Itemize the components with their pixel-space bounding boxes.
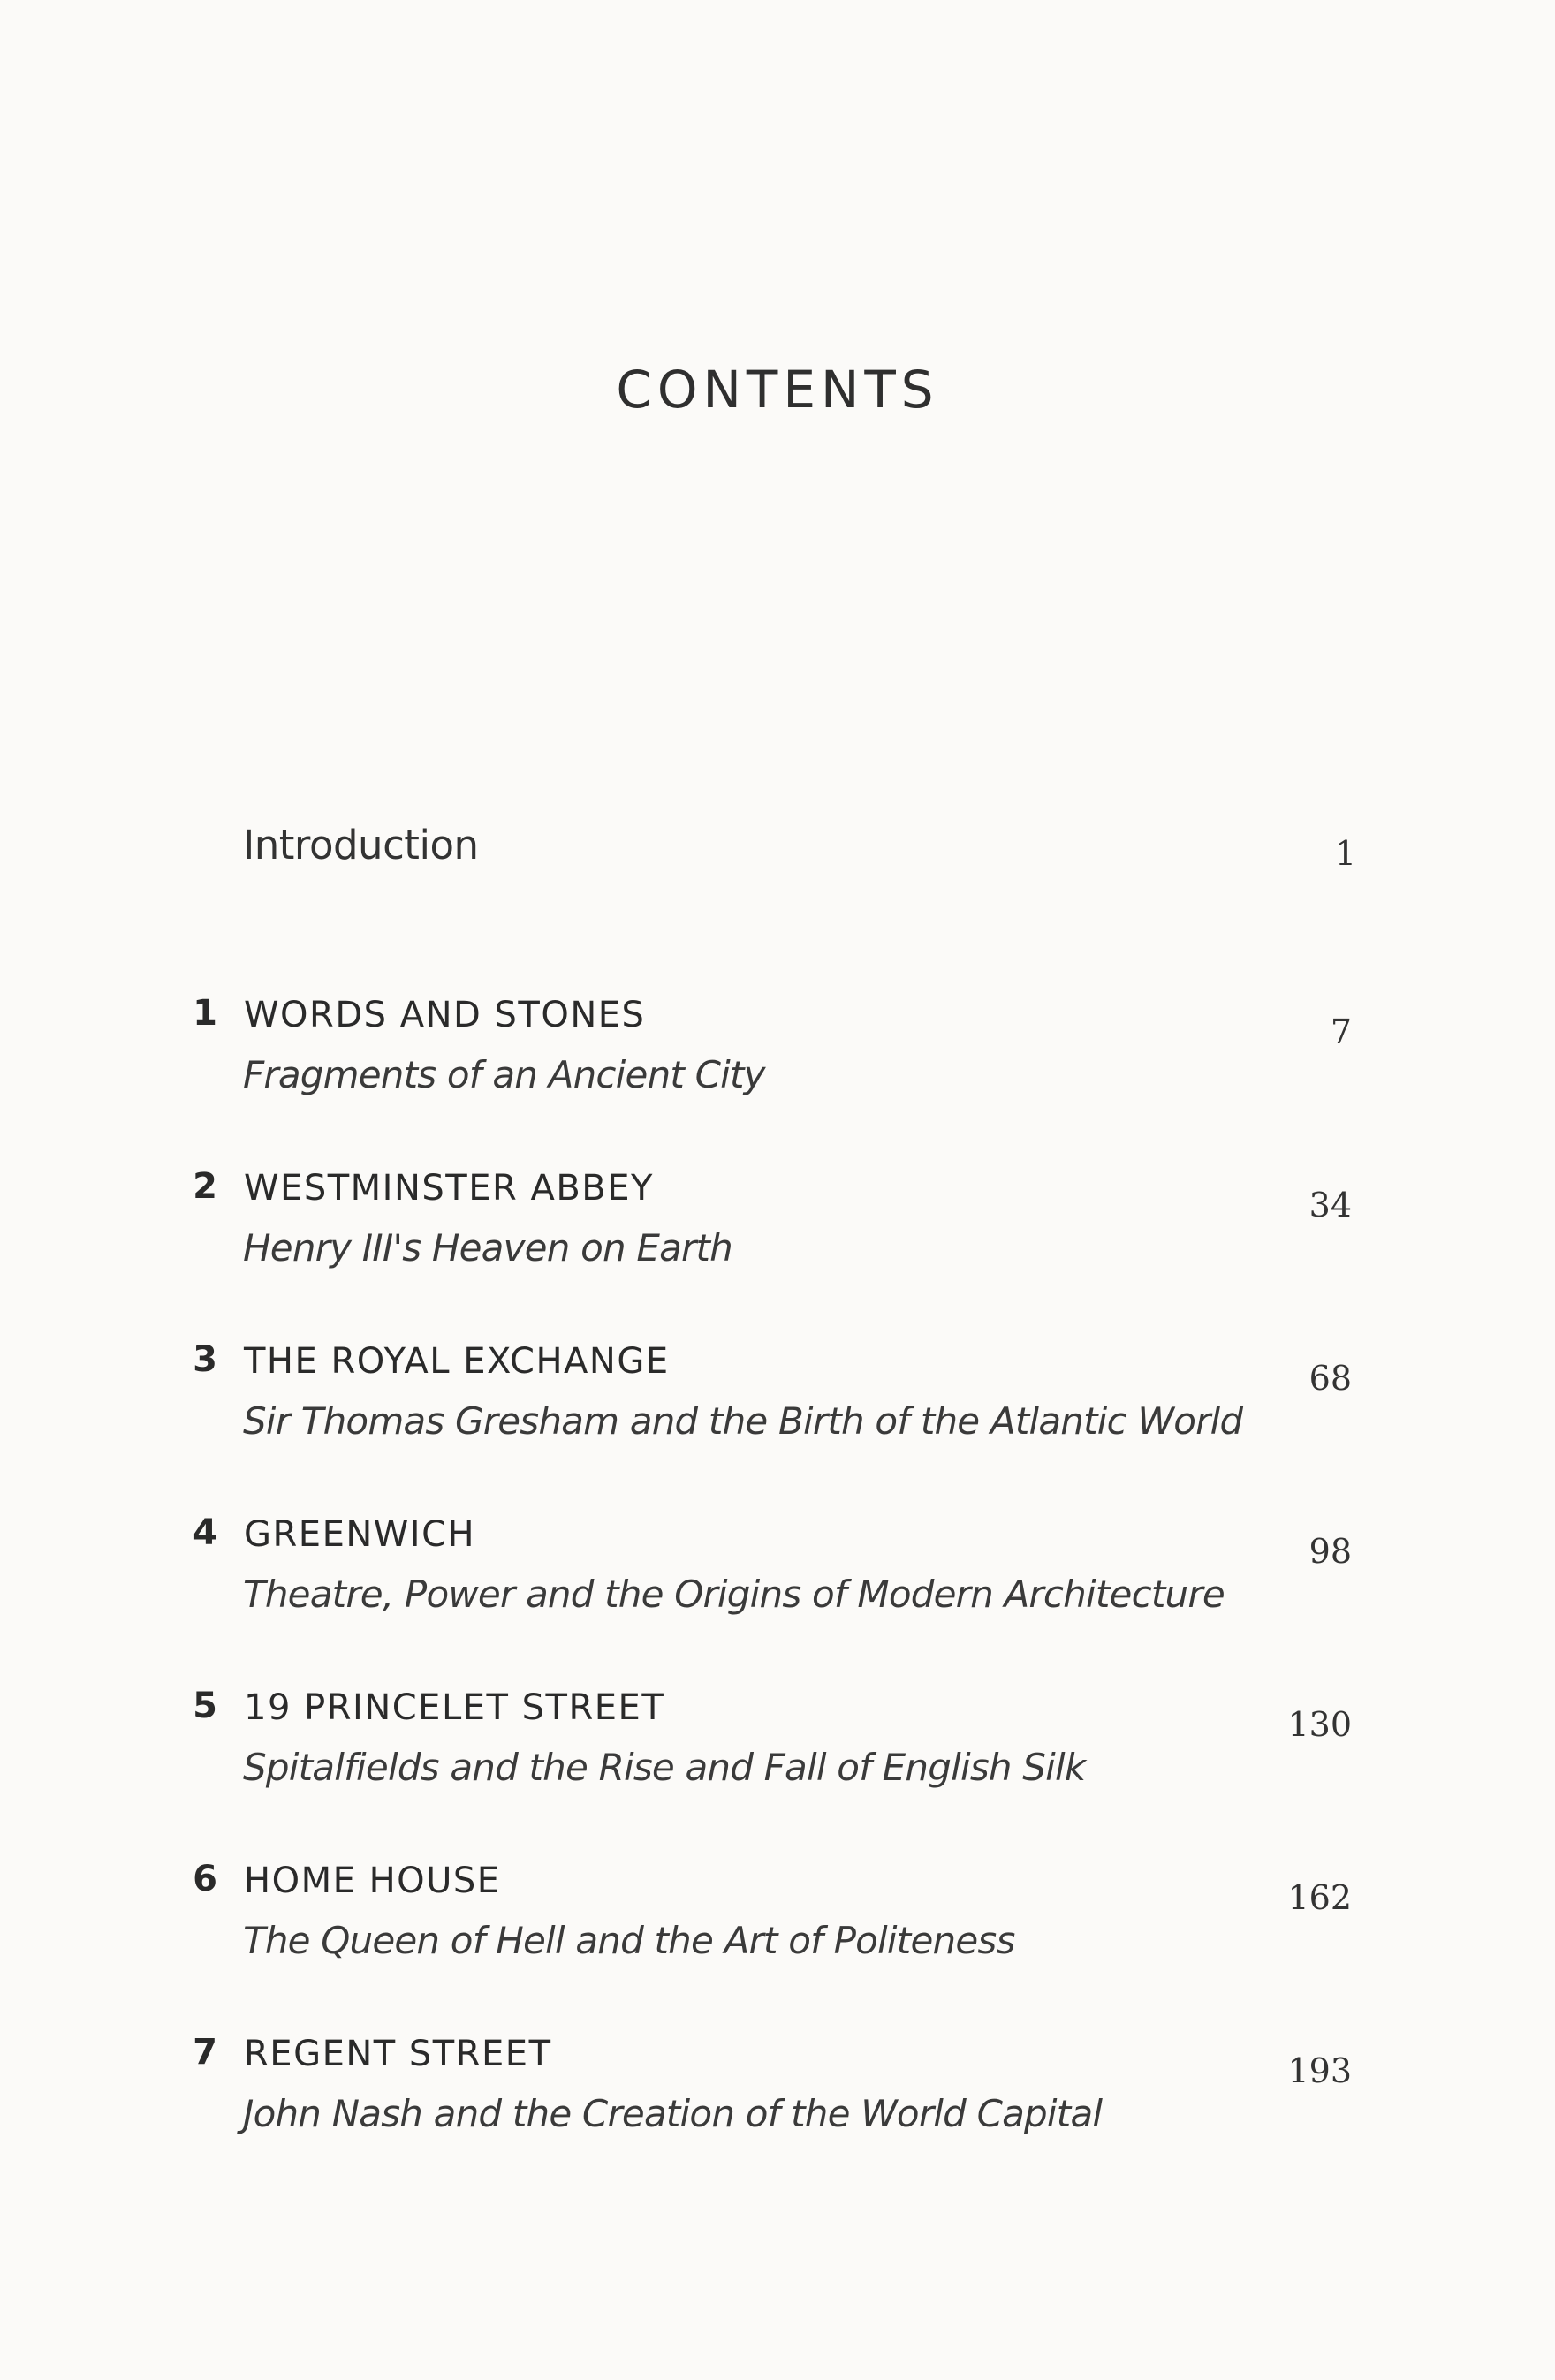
toc-entry-introduction[interactable]: [243, 822, 1356, 875]
chapter-title: THE ROYAL EXCHANGE: [244, 1341, 670, 1382]
toc-page-number: 162: [1287, 1878, 1352, 1917]
chapter-subtitle: Theatre, Power and the Origins of Modern Architecture: [243, 1573, 1225, 1616]
toc-entry-title: Introduction: [243, 822, 479, 868]
chapter-subtitle: The Queen of Hell and the Art of Politeness: [243, 1919, 1015, 1962]
toc-entry-chapter-5[interactable]: [0, 1682, 1555, 1855]
toc-entry-chapter-1[interactable]: [0, 989, 1555, 1163]
chapter-subtitle: John Nash and the Creation of the World Capital: [243, 2092, 1103, 2135]
chapter-title: WESTMINSTER ABBEY: [244, 1168, 654, 1209]
chapter-subtitle: Sir Thomas Gresham and the Birth of the Atlantic World: [243, 1399, 1243, 1443]
chapter-number: 5: [193, 1686, 217, 1726]
chapter-title: REGENT STREET: [244, 2034, 552, 2074]
chapter-number: 7: [193, 2032, 217, 2073]
toc-entry-chapter-3[interactable]: [0, 1336, 1555, 1509]
chapter-number: 4: [193, 1512, 217, 1553]
chapter-number: 2: [193, 1166, 217, 1207]
toc-page-number: 130: [1287, 1705, 1352, 1744]
toc-entry-chapter-6[interactable]: [0, 1855, 1555, 2028]
toc-page-number: 1: [1334, 834, 1356, 873]
toc-page-number: 98: [1308, 1532, 1352, 1571]
chapter-subtitle: Spitalfields and the Rise and Fall of English Silk: [243, 1746, 1086, 1789]
toc-entry-chapter-7[interactable]: [0, 2028, 1555, 2202]
chapter-list: [0, 989, 1555, 2202]
chapter-number: 1: [193, 993, 217, 1034]
chapter-subtitle: Fragments of an Ancient City: [243, 1053, 765, 1096]
chapter-number: 6: [193, 1859, 217, 1899]
page-title: CONTENTS: [616, 360, 939, 420]
chapter-title: HOME HOUSE: [244, 1861, 501, 1901]
chapter-title: WORDS AND STONES: [244, 995, 646, 1035]
chapter-title: 19 PRINCELET STREET: [244, 1687, 665, 1728]
toc-entry-chapter-2[interactable]: [0, 1163, 1555, 1336]
toc-page-number: 7: [1330, 1012, 1352, 1051]
chapter-title: GREENWICH: [244, 1514, 476, 1555]
chapter-number: 3: [193, 1339, 217, 1380]
chapter-subtitle: Henry III's Heaven on Earth: [243, 1226, 732, 1270]
toc-page-number: 193: [1287, 2051, 1352, 2090]
toc-page-number: 34: [1308, 1186, 1352, 1224]
toc-page-number: 68: [1308, 1359, 1352, 1398]
toc-entry-chapter-4[interactable]: [0, 1509, 1555, 1682]
